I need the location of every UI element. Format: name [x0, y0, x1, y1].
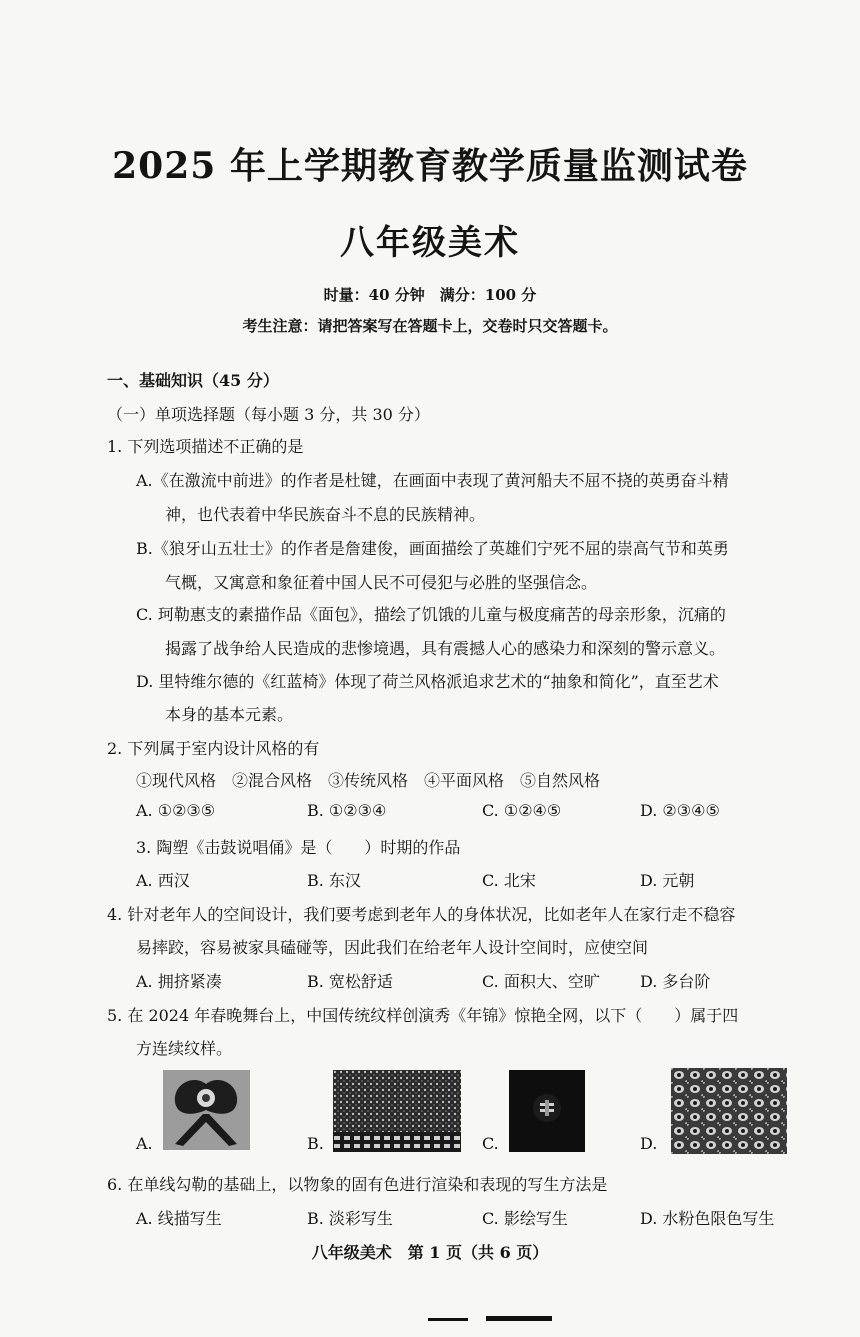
scan-mark-right [486, 1316, 552, 1321]
q2-option-a: A. ①②③⑤ [136, 801, 216, 820]
page-footer: 八年级美术 第 1 页（共 6 页） [311, 1243, 549, 1262]
q4-stem-line1: 4. 针对老年人的空间设计，我们要考虑到老年人的身体状况，比如老年人在家行走不稳容 [107, 905, 736, 924]
q3-option-d: D. 元朝 [640, 871, 695, 890]
q4-option-d: D. 多台阶 [640, 972, 711, 991]
q5-option-b-label: B. [307, 1134, 324, 1153]
q3-option-a: A. 西汉 [136, 871, 190, 890]
exam-subtitle: 八年级美术 [340, 223, 520, 263]
q2-option-d: D. ②③④⑤ [640, 801, 720, 820]
q6-option-b: B. 淡彩写生 [307, 1209, 393, 1228]
q4-option-c: C. 面积大、空旷 [482, 972, 600, 991]
q6-stem: 6. 在单线勾勒的基础上，以物象的固有色进行渲染和表现的写生方法是 [107, 1175, 608, 1194]
exam-title: 2025 年上学期教育教学质量监测试卷 [112, 145, 748, 187]
pattern-single-emblem-icon [163, 1070, 250, 1150]
scan-mark-left [428, 1318, 468, 1321]
q3-option-c: C. 北宋 [482, 871, 536, 890]
q2-list: ①现代风格 ②混合风格 ③传统风格 ④平面风格 ⑤自然风格 [136, 771, 601, 790]
q1-option-c-line1: C. 珂勒惠支的素描作品《面包》，描绘了饥饿的儿童与极度痛苦的母亲形象，沉痛的 [136, 605, 726, 624]
q5-stem-line1: 5. 在 2024 年春晚舞台上，中国传统纹样创演秀《年锦》惊艳全网，以下（ ）属于四 [107, 1006, 739, 1025]
q1-option-a-line2: 神，也代表着中华民族奋斗不息的民族精神。 [165, 505, 486, 524]
q5-stem-line2: 方连续纹样。 [136, 1039, 233, 1058]
q2-stem: 2. 下列属于室内设计风格的有 [107, 739, 320, 758]
q6-option-d: D. 水粉色限色写生 [640, 1209, 775, 1228]
q3-option-b: B. 东汉 [307, 871, 361, 890]
q6-option-c: C. 影绘写生 [482, 1209, 568, 1228]
exam-notice: 考生注意：请把答案写在答题卡上，交卷时只交答题卡。 [242, 317, 618, 335]
q1-option-c-line2: 揭露了战争给人民造成的悲惨境遇，具有震撼人心的感染力和深刻的警示意义。 [165, 639, 726, 658]
q1-option-b-line2: 气概，又寓意和象征着中国人民不可侵犯与必胜的坚强信念。 [165, 573, 598, 592]
q1-option-d-line1: D. 里特维尔德的《红蓝椅》体现了荷兰风格派追求艺术的“抽象和简化”，直至艺术 [136, 672, 719, 691]
subsection-heading: （一）单项选择题（每小题 3 分，共 30 分） [107, 405, 430, 424]
q5-option-b-image [333, 1070, 461, 1152]
q5-option-d-image [671, 1068, 787, 1154]
q4-option-a: A. 拥挤紧凑 [136, 972, 222, 991]
q4-option-b: B. 宽松舒适 [307, 972, 393, 991]
pattern-repeating-floral-icon [671, 1068, 787, 1154]
q1-stem: 1. 下列选项描述不正确的是 [107, 437, 304, 456]
section-heading: 一、基础知识（45 分） [107, 371, 279, 390]
q5-option-a-image [163, 1070, 250, 1150]
q1-option-d-line2: 本身的基本元素。 [165, 705, 294, 724]
q2-option-c: C. ①②④⑤ [482, 801, 562, 820]
pattern-dense-texture-icon [333, 1070, 461, 1152]
q6-option-a: A. 线描写生 [136, 1209, 222, 1228]
q1-option-b-line1: B.《狼牙山五壮士》的作者是詹建俊，画面描绘了英雄们宁死不屈的崇高气节和英勇 [136, 539, 729, 558]
q3-stem: 3. 陶塑《击鼓说唱俑》是（ ）时期的作品 [136, 838, 461, 857]
q5-option-c-image [509, 1070, 585, 1152]
exam-meta: 时量：40 分钟 满分：100 分 [323, 286, 537, 304]
q5-option-a-label: A. [136, 1134, 153, 1153]
q1-option-a-line1: A.《在激流中前进》的作者是杜键，在画面中表现了黄河船夫不屈不挠的英勇奋斗精 [136, 471, 729, 490]
q4-stem-line2: 易摔跤，容易被家具磕碰等，因此我们在给老年人设计空间时，应使空间 [136, 938, 649, 957]
pattern-dark-centered-icon [509, 1070, 585, 1152]
q5-option-c-label: C. [482, 1134, 499, 1153]
q5-option-d-label: D. [640, 1134, 658, 1153]
q2-option-b: B. ①②③④ [307, 801, 387, 820]
